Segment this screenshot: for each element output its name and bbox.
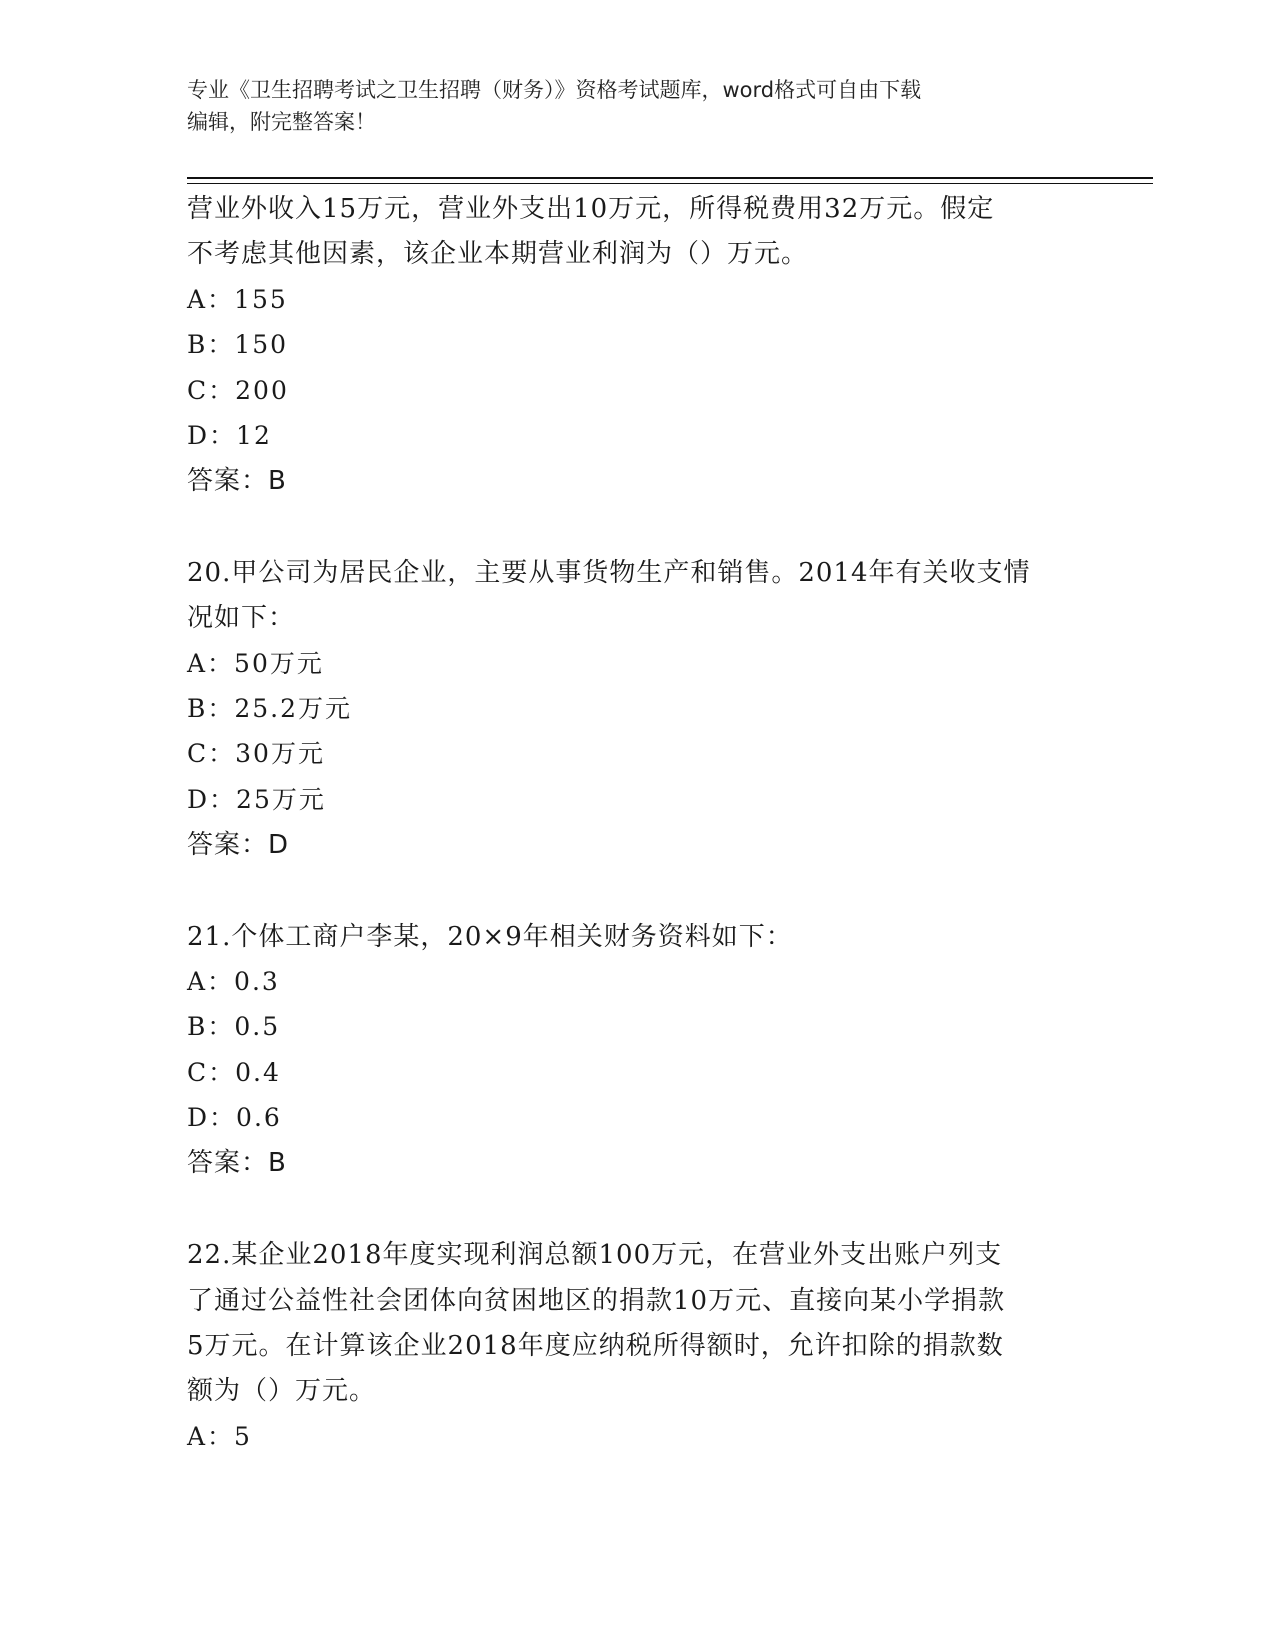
header-divider-top [187,177,1153,179]
q20-option-b: B：25.2万元 [187,694,353,723]
q22-text-line-1: 22.某企业2018年度实现利润总额100万元，在营业外支出账户列支 [187,1240,1003,1270]
q21-text-line-1: 21.个体工商户李某，20×9年相关财务资料如下： [187,922,793,952]
q19-text-line-2: 不考虑其他因素，该企业本期营业利润为（）万元。 [187,239,809,269]
q20-option-a: A：50万元 [187,649,324,678]
q21-option-a: A：0.3 [187,967,280,996]
q20-answer: 答案：D [187,830,290,860]
header-line-2: 编辑，附完整答案！ [187,110,376,134]
header-divider-bottom [187,183,1153,184]
q19-text-line-1: 营业外收入15万元，营业外支出10万元，所得税费用32万元。假定 [187,194,995,224]
document-header [187,74,1067,138]
q20-text-line-1: 20.甲公司为居民企业，主要从事货物生产和销售。2014年有关收支情 [187,558,1031,588]
q21-answer: 答案：B [187,1148,287,1178]
q19-answer: 答案：B [187,466,287,496]
q19-option-d: D：12 [187,421,272,450]
q19-option-b: B：150 [187,330,289,359]
q20-option-c: C：30万元 [187,739,325,768]
q19-option-c: C：200 [187,376,289,405]
q20-option-d: D：25万元 [187,785,326,814]
q20-text-line-2: 况如下： [187,603,296,633]
q19-option-a: A：155 [187,285,288,314]
q22-text-line-4: 额为（）万元。 [187,1376,377,1406]
q22-text-line-3: 5万元。在计算该企业2018年度应纳税所得额时，允许扣除的捐款数 [187,1331,1004,1361]
q21-option-d: D：0.6 [187,1103,282,1132]
q22-option-a: A：5 [187,1422,252,1451]
q21-option-c: C：0.4 [187,1058,281,1087]
q22-text-line-2: 了通过公益性社会团体向贫困地区的捐款10万元、直接向某小学捐款 [187,1286,1006,1316]
q21-option-b: B：0.5 [187,1012,281,1041]
header-line-1: 专业《卫生招聘考试之卫生招聘（财务）》资格考试题库，word格式可自由下载 [187,78,922,102]
